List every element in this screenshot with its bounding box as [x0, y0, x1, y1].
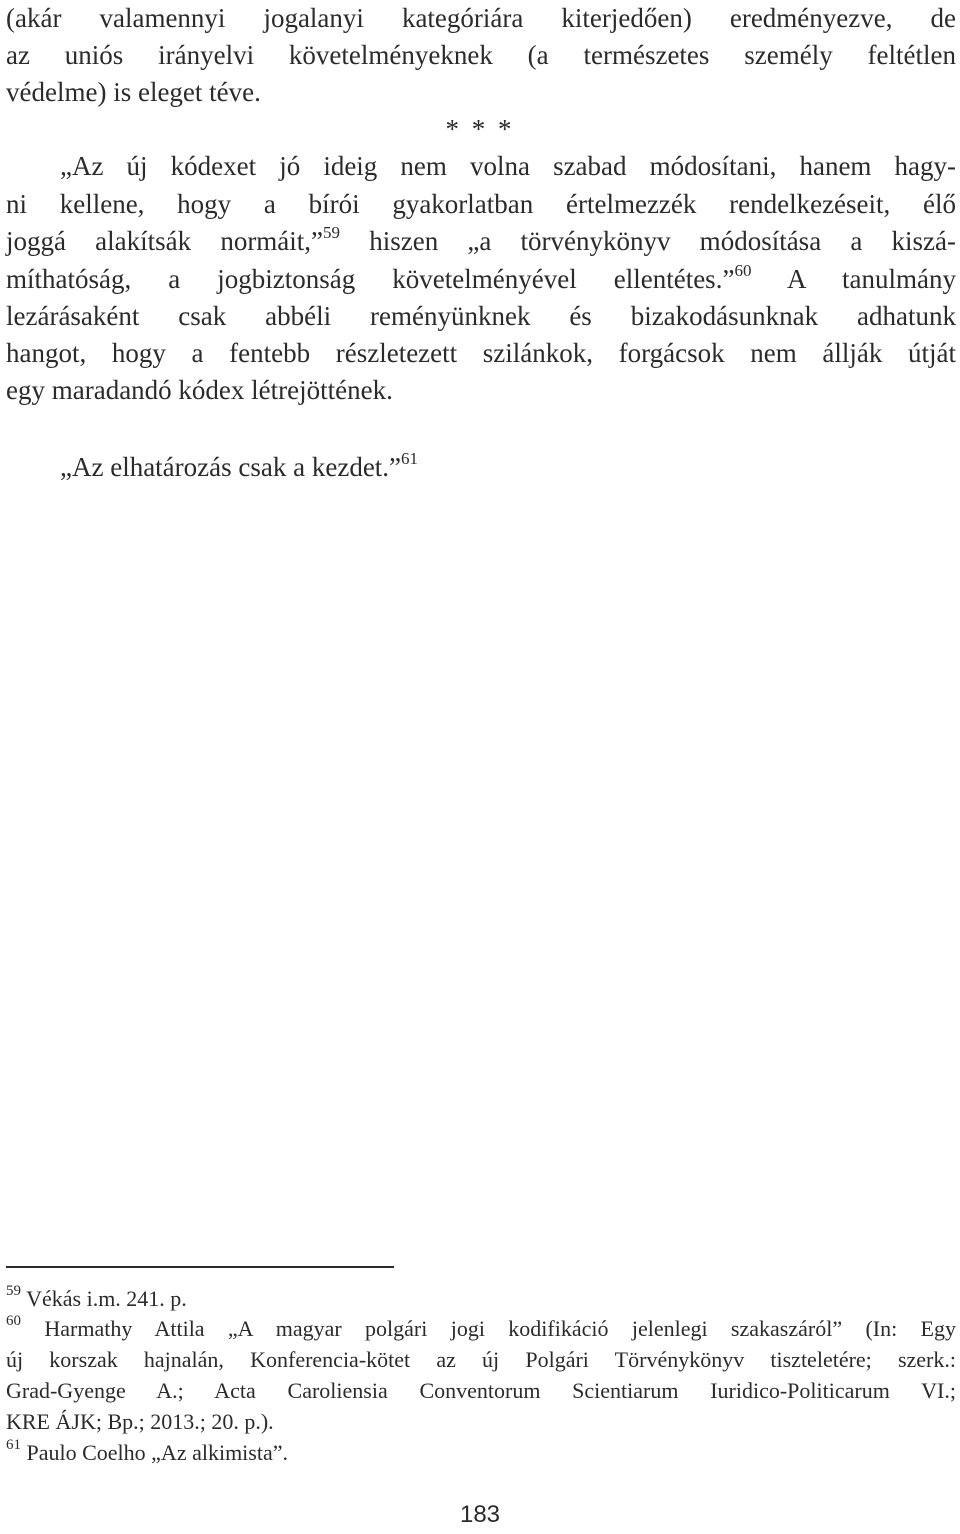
closing-quote: „Az elhatározás csak a kezdet.”$^{61}$	[60, 449, 419, 482]
body-line: lezárásaként csak abbéli reményünknek és bizakodásunknak adhatunk	[6, 301, 956, 331]
footnote-60: $^{60}$ Harmathy Attila „A magyar polgári jogi kodifikáció jelenlegi szakaszáról” (In: Egy	[6, 1312, 956, 1341]
footnote-line: új korszak hajnalán, Konferencia-kötet az új Polgári Törvénykönyv tiszteletére; szerk.:	[6, 1347, 956, 1372]
footnote-separator	[6, 1266, 394, 1268]
section-separator: * * *	[445, 114, 515, 144]
body-line: ni kellene, hogy a bírói gyakorlatban értelmezzék rendelkezéseit, élő	[6, 189, 956, 219]
footnote-ref: 59	[323, 223, 341, 242]
body-line: az uniós irányelvi követelményeknek (a természetes személy feltétlen	[6, 40, 956, 70]
body-line: (akár valamennyi jogalanyi kategóriára kiterjedően) eredményezve, de	[6, 3, 956, 33]
footnote-ref: 61	[401, 449, 419, 468]
body-line: míthatóság, a jogbiztonság követelményével ellentétes.”$^{60}$ A tanulmány	[6, 261, 956, 294]
footnote-59: $^{59}$ Vékás i.m. 241. p.	[6, 1282, 187, 1311]
footnote-ref: 60	[734, 261, 752, 280]
page-number: 183	[459, 1501, 501, 1528]
footnote-line: Grad-Gyenge A.; Acta Caroliensia Conventorum Scientiarum Iuridico-Politicarum VI.;	[6, 1378, 956, 1403]
body-line: joggá alakítsák normáit,”$^{59}$ hiszen „a törvénykönyv módosítása a kiszá-	[6, 223, 956, 256]
footnote-61: $^{61}$ Paulo Coelho „Az alkimista”.	[6, 1436, 288, 1465]
body-line: védelme) is eleget téve.	[6, 77, 261, 107]
footnote-line: KRE ÁJK; Bp.; 2013.; 20. p.).	[6, 1409, 274, 1434]
body-line: hangot, hogy a fentebb részletezett szilánkok, forgácsok nem állják útját	[6, 338, 956, 368]
body-line: egy maradandó kódex létrejöttének.	[6, 375, 393, 405]
body-line: „Az új kódexet jó ideig nem volna szabad módosítani, hanem hagy-	[60, 151, 956, 181]
